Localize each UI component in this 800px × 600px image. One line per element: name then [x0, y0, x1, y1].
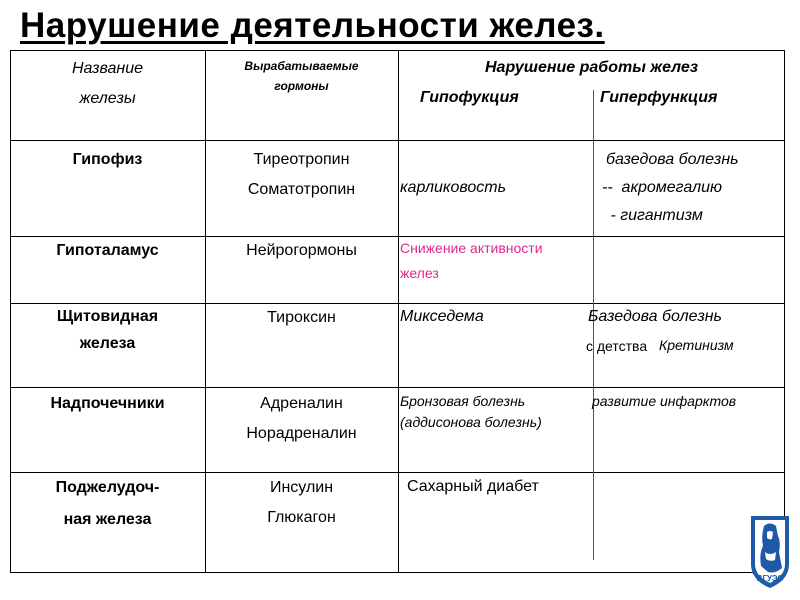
- table-border-right: [784, 50, 785, 573]
- header-hormones-line1: Вырабатываемые: [244, 59, 359, 73]
- gland-name: Щитовидная: [56, 308, 159, 325]
- hormone-name: Соматотропин: [247, 181, 356, 198]
- hypofunction-text: Сахарный диабет: [407, 478, 539, 495]
- hyperfunction-text: с детства: [586, 338, 648, 354]
- university-logo: [748, 512, 792, 592]
- hypofunction-text: (аддисонова болезнь): [400, 414, 542, 430]
- gland-name: Поджелудоч-: [55, 479, 160, 496]
- hormone-name: Нейрогормоны: [246, 242, 357, 259]
- gland-name: Надпочечники: [50, 395, 165, 412]
- hormone-name: Тиреотропин: [253, 151, 350, 168]
- gland-disorders-table: [10, 50, 785, 573]
- hyperfunction-text: базедова болезнь: [606, 151, 739, 168]
- hypofunction-text: Снижение активности: [400, 240, 543, 256]
- logo-text: ВГУЭС: [756, 574, 784, 583]
- hormone-name: Инсулин: [269, 479, 334, 496]
- header-hypofunction: Гипофукция: [420, 89, 519, 106]
- hyperfunction-text: развитие инфарктов: [592, 393, 737, 409]
- hypofunction-text: карликовость: [400, 179, 507, 196]
- hormone-name: Адреналин: [260, 395, 343, 412]
- hormone-name: Норадреналин: [246, 425, 357, 442]
- col-divider: [398, 50, 399, 573]
- hyperfunction-text: - гигантизм: [606, 207, 703, 224]
- hyperfunction-text: Кретинизм: [659, 337, 734, 353]
- page-title: Нарушение деятельности желез.: [20, 6, 605, 45]
- gland-name: ная железа: [63, 511, 152, 528]
- hormone-name: Глюкагон: [267, 509, 336, 526]
- gland-name: Гипоталамус: [56, 242, 159, 259]
- header-hyperfunction: Гиперфункция: [600, 89, 718, 106]
- hyperfunction-text: -- акромегалию: [602, 179, 723, 196]
- header-gland-name-line1: Название: [71, 60, 144, 77]
- gland-name: железа: [79, 335, 136, 352]
- hypofunction-text: Микседема: [400, 308, 484, 325]
- hyperfunction-text: Базедова болезнь: [588, 308, 722, 325]
- gland-name: Гипофиз: [72, 151, 143, 168]
- header-disorders: Нарушение работы желез: [485, 59, 698, 76]
- header-gland-name-line2: железы: [79, 90, 136, 107]
- header-hormones-line2: гормоны: [274, 79, 329, 93]
- hypofunction-text: Бронзовая болезнь: [400, 393, 526, 409]
- hormone-name: Тироксин: [267, 309, 336, 326]
- hypofunction-text: желез: [400, 265, 439, 281]
